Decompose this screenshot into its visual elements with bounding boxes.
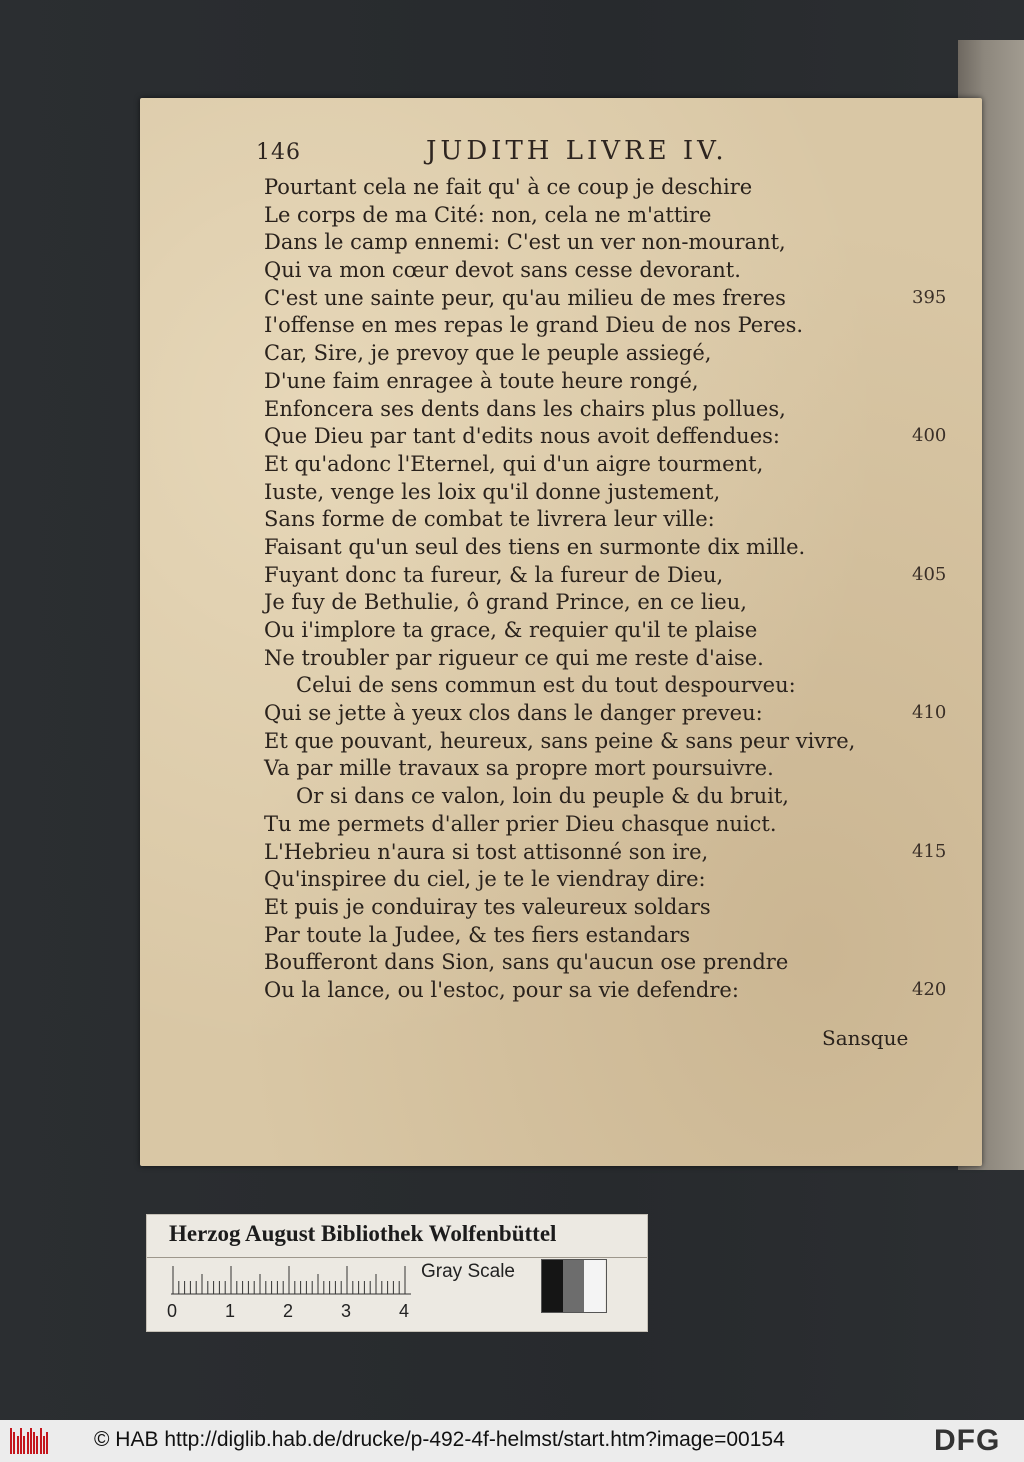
verse-line: Faisant qu'un seul des tiens en surmonte dix mille. — [264, 534, 806, 559]
folio-number: 146 — [256, 140, 301, 165]
ruler-number: 3 — [341, 1301, 352, 1321]
line-number: 395 — [912, 286, 947, 308]
verse-line: C'est une sainte peur, qu'au milieu de mes freres — [264, 285, 786, 310]
ruler-number: 1 — [225, 1301, 236, 1321]
verse-line: Qui va mon cœur devot sans cesse devorant. — [264, 258, 741, 283]
gray-scale-label: Gray Scale — [421, 1261, 515, 1282]
running-head — [256, 136, 776, 176]
logo-bar — [27, 1432, 29, 1454]
dfg-logo: DFG — [934, 1424, 1001, 1457]
ruler-number: 0 — [167, 1301, 178, 1321]
ruler-number: 2 — [283, 1301, 294, 1321]
logo-bar — [46, 1432, 48, 1454]
gray-swatches — [541, 1259, 607, 1313]
verse-line: Ou la lance, ou l'estoc, pour sa vie defendre: — [264, 977, 739, 1002]
library-name: Herzog August Bibliothek Wolfenbüttel — [169, 1221, 557, 1246]
verse-line: I'offense en mes repas le grand Dieu de nos Peres. — [264, 313, 804, 338]
ruler-numbers — [167, 1301, 417, 1323]
running-title: JUDITH LIVRE IV. — [426, 136, 728, 166]
verse-line: Et qu'adonc l'Eternel, qui d'un aigre tourment, — [264, 451, 764, 476]
hab-logo-icon — [10, 1428, 50, 1454]
verse-line: Ou i'implore ta grace, & requier qu'il te plaise — [264, 618, 758, 642]
verse-line: L'Hebrieu n'aura si tost attisonné son ire, — [264, 839, 709, 864]
logo-bar — [23, 1436, 25, 1454]
verse-line: Et puis je conduiray tes valeureux soldars — [264, 894, 711, 919]
line-number: 420 — [912, 979, 947, 1001]
logo-bar — [20, 1428, 22, 1454]
verse-line: Iuste, venge les loix qu'il donne justement, — [264, 479, 721, 504]
logo-bar — [13, 1432, 15, 1454]
verse-line: Le corps de ma Cité: non, cela ne m'attire — [264, 202, 712, 227]
card-divider — [147, 1257, 647, 1258]
verse-line: Dans le camp ennemi: C'est un ver non-mourant, — [264, 230, 786, 255]
verse-line: Par toute la Judee, & tes fiers estandars — [264, 922, 691, 947]
footer-url-text[interactable]: © HAB http://diglib.hab.de/drucke/p-492-4f-helmst/start.htm?image=00154 — [94, 1428, 785, 1451]
library-color-card — [146, 1214, 648, 1332]
footer-bar — [0, 1420, 1024, 1462]
logo-bar — [17, 1436, 19, 1454]
verse-list — [264, 174, 884, 1005]
line-number: 410 — [912, 702, 947, 724]
verse-line: Boufferont dans Sion, sans qu'aucun ose prendre — [264, 950, 789, 975]
verse-line: Enfoncera ses dents dans les chairs plus pollues, — [264, 396, 786, 421]
ruler-number: 4 — [399, 1301, 410, 1321]
verse-line: Car, Sire, je prevoy que le peuple assiegé, — [264, 341, 712, 366]
logo-bar — [40, 1428, 42, 1454]
verse-line: Pourtant cela ne fait qu' à ce coup je deschire — [264, 175, 753, 199]
book-page — [140, 98, 982, 1166]
verse-line: Ne troubler par rigueur ce qui me reste d'aise. — [264, 645, 764, 670]
verse-line: Que Dieu par tant d'edits nous avoit deffendues: — [264, 424, 780, 449]
verse-line: Sans forme de combat te livrera leur ville: — [264, 507, 715, 532]
logo-bar — [33, 1432, 35, 1454]
line-number: 415 — [912, 840, 947, 862]
logo-bar — [10, 1428, 12, 1454]
measure-ruler — [171, 1265, 411, 1295]
logo-bar — [36, 1436, 38, 1454]
logo-bar — [30, 1428, 32, 1454]
verse-line: D'une faim enragee à toute heure rongé, — [264, 368, 699, 393]
verse-line: Et que pouvant, heureux, sans peine & sans peur vivre, — [264, 728, 856, 753]
verse-line: Or si dans ce valon, loin du peuple & du bruit, — [296, 784, 789, 809]
gray-swatch — [542, 1260, 563, 1312]
verse-line: Fuyant donc ta fureur, & la fureur de Dieu, — [264, 562, 724, 587]
line-number: 400 — [912, 425, 947, 447]
verse-line: Va par mille travaux sa propre mort poursuivre. — [264, 756, 774, 781]
catchword: Sansque — [822, 1026, 909, 1050]
verse-line: Tu me permets d'aller prier Dieu chasque nuict. — [264, 811, 777, 836]
line-number: 405 — [912, 563, 947, 585]
gray-swatch — [584, 1260, 605, 1312]
verse-line: Celui de sens commun est du tout despourveu: — [296, 673, 796, 698]
logo-bar — [43, 1436, 45, 1454]
gray-swatch — [563, 1260, 584, 1312]
verse-line: Qu'inspiree du ciel, je te le viendray dire: — [264, 867, 706, 892]
verse-line: Je fuy de Bethulie, ô grand Prince, en ce lieu, — [264, 590, 747, 615]
verse-line: Qui se jette à yeux clos dans le danger preveu: — [264, 701, 763, 726]
